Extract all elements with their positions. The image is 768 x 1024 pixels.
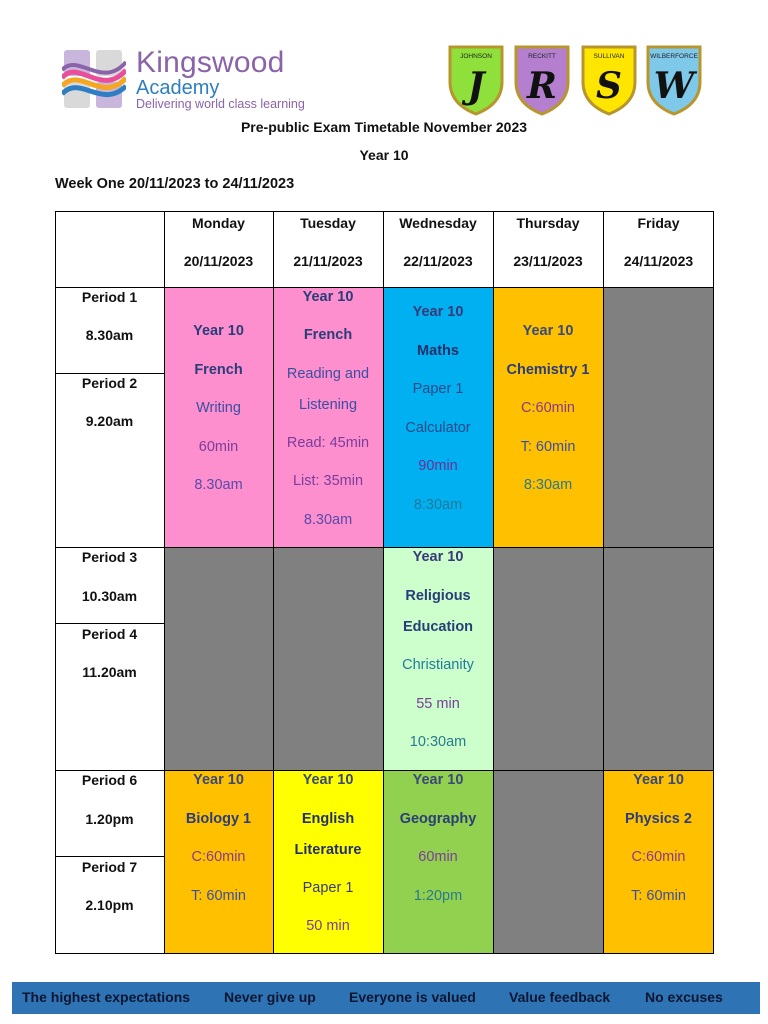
house-shield-wilberforce: [645, 44, 703, 116]
exam-subject-line2: Literature: [294, 842, 362, 858]
values-footer: [12, 982, 760, 1014]
day-name: Thursday: [516, 215, 580, 231]
exam-subject: Biology 1: [185, 811, 252, 827]
period-label: Period 7: [81, 859, 138, 875]
exam-duration-t: T: 60min: [191, 888, 246, 904]
period-label: Period 4: [81, 626, 138, 642]
period-time: 10.30am: [81, 588, 138, 604]
period-3: [55, 547, 164, 623]
exam-start: 8:30am: [413, 497, 463, 513]
exam-paper: Reading and: [286, 366, 370, 382]
exam-subject: French: [303, 327, 353, 343]
period-time: 2.10pm: [85, 897, 134, 913]
exam-duration-reading: Read: 45min: [286, 435, 370, 451]
footer-value: Everyone is valued: [349, 989, 476, 1005]
exam-year: Year 10: [522, 323, 574, 339]
period-1: [55, 287, 164, 373]
exam-religious-education: [383, 547, 493, 770]
footer-value: Value feedback: [509, 989, 611, 1005]
exam-start: 8:30am: [523, 477, 573, 493]
period-time: 9.20am: [85, 413, 134, 429]
timetable-grid: [55, 211, 714, 954]
day-name: Monday: [192, 215, 245, 231]
exam-duration-c: C:60min: [521, 400, 575, 416]
exam-year: Year 10: [412, 304, 464, 320]
day-date: 23/11/2023: [513, 253, 583, 269]
exam-year: Year 10: [193, 323, 244, 339]
exam-physics-2: [603, 770, 714, 954]
exam-start: 8.30am: [194, 477, 243, 493]
house-name: SULLIVAN: [593, 53, 625, 60]
exam-start: 10:30am: [409, 734, 467, 750]
exam-subject: Chemistry 1: [506, 362, 590, 378]
exam-french-reading-listening: [273, 287, 383, 547]
house-letter: J: [467, 65, 485, 107]
exam-english-literature: [273, 770, 383, 954]
day-header-thursday: [493, 211, 603, 287]
exam-year: Year 10: [412, 549, 464, 565]
exam-subject: Physics 2: [625, 811, 692, 827]
day-name: Friday: [637, 215, 680, 231]
exam-paper-type: Calculator: [405, 420, 471, 436]
period-2: [55, 373, 164, 547]
year-heading: Year 10: [359, 147, 409, 163]
day-name: Tuesday: [300, 215, 356, 231]
academy-name: Kingswood: [136, 46, 285, 79]
exam-start: 1:20pm: [413, 888, 463, 904]
exam-paper-line2: Listening: [298, 397, 358, 413]
period-time: 1.20pm: [85, 811, 134, 827]
academy-logo-mark: [62, 48, 126, 110]
exam-subject: Religious: [405, 588, 471, 604]
exam-duration: 60min: [198, 439, 239, 455]
day-header-monday: [164, 211, 273, 287]
day-header-friday: [603, 211, 714, 287]
period-time: 8.30am: [85, 327, 134, 343]
house-name: JOHNSON: [460, 53, 492, 60]
exam-year: Year 10: [302, 289, 354, 305]
exam-paper: Christianity: [402, 657, 474, 673]
exam-subject: English: [301, 811, 355, 827]
house-shield-reckitt: [513, 44, 571, 116]
exam-year: Year 10: [193, 772, 244, 788]
exam-duration-t: T: 60min: [520, 439, 576, 455]
period-4: [55, 623, 164, 770]
house-letter: W: [653, 65, 695, 107]
exam-year: Year 10: [302, 772, 354, 788]
exam-paper: Paper 1: [412, 381, 464, 397]
exam-paper: Writing: [196, 400, 241, 416]
exam-subject: Maths: [417, 343, 459, 359]
house-letter: S: [596, 65, 622, 107]
exam-subject: Geography: [399, 811, 477, 827]
house-name: RECKITT: [528, 53, 556, 60]
exam-duration-listening: List: 35min: [292, 473, 364, 489]
day-header-tuesday: [273, 211, 383, 287]
exam-paper: Paper 1: [302, 880, 354, 896]
exam-duration: 90min: [418, 458, 458, 474]
exam-duration: 50 min: [306, 918, 350, 934]
exam-maths: [383, 287, 493, 547]
day-date: 24/11/2023: [623, 253, 694, 269]
period-6: [55, 770, 164, 856]
exam-subject-line2: Education: [402, 619, 474, 635]
day-date: 20/11/2023: [183, 253, 254, 269]
period-time: 11.20am: [82, 664, 137, 680]
academy-tagline: Delivering world class learning: [136, 97, 305, 111]
exam-year: Year 10: [412, 772, 464, 788]
footer-value: The highest expectations: [22, 989, 191, 1005]
week-heading: Week One 20/11/2023 to 24/11/2023: [55, 176, 295, 192]
exam-duration-t: T: 60min: [631, 888, 686, 904]
exam-biology-1: [164, 770, 273, 954]
exam-duration-c: C:60min: [191, 849, 246, 865]
footer-value: No excuses: [645, 989, 723, 1005]
exam-year: Year 10: [633, 772, 684, 788]
footer-value: Never give up: [224, 989, 316, 1005]
exam-french-writing: [164, 287, 273, 547]
day-header-wednesday: [383, 211, 493, 287]
period-label: Period 3: [81, 549, 138, 565]
exam-geography: [383, 770, 493, 954]
house-name: WILBERFORCE: [650, 53, 698, 60]
exam-chemistry-1: [493, 287, 603, 547]
exam-duration: 60min: [418, 849, 458, 865]
house-shield-sullivan: [580, 44, 638, 116]
academy-logo: [62, 44, 322, 114]
exam-subject: French: [194, 362, 243, 378]
exam-duration-c: C:60min: [631, 849, 686, 865]
exam-duration: 55 min: [416, 696, 460, 712]
exam-start: 8.30am: [303, 512, 353, 528]
house-letter: R: [527, 65, 557, 107]
period-label: Period 2: [81, 375, 138, 391]
day-date: 22/11/2023: [403, 253, 473, 269]
page-title: Pre-public Exam Timetable November 2023: [240, 119, 528, 135]
day-date: 21/11/2023: [293, 253, 363, 269]
house-shield-johnson: [447, 44, 505, 116]
period-label: Period 1: [81, 289, 138, 305]
period-label: Period 6: [81, 772, 138, 788]
day-name: Wednesday: [399, 215, 477, 231]
academy-subtitle: Academy: [136, 77, 220, 99]
period-7: [55, 856, 164, 954]
